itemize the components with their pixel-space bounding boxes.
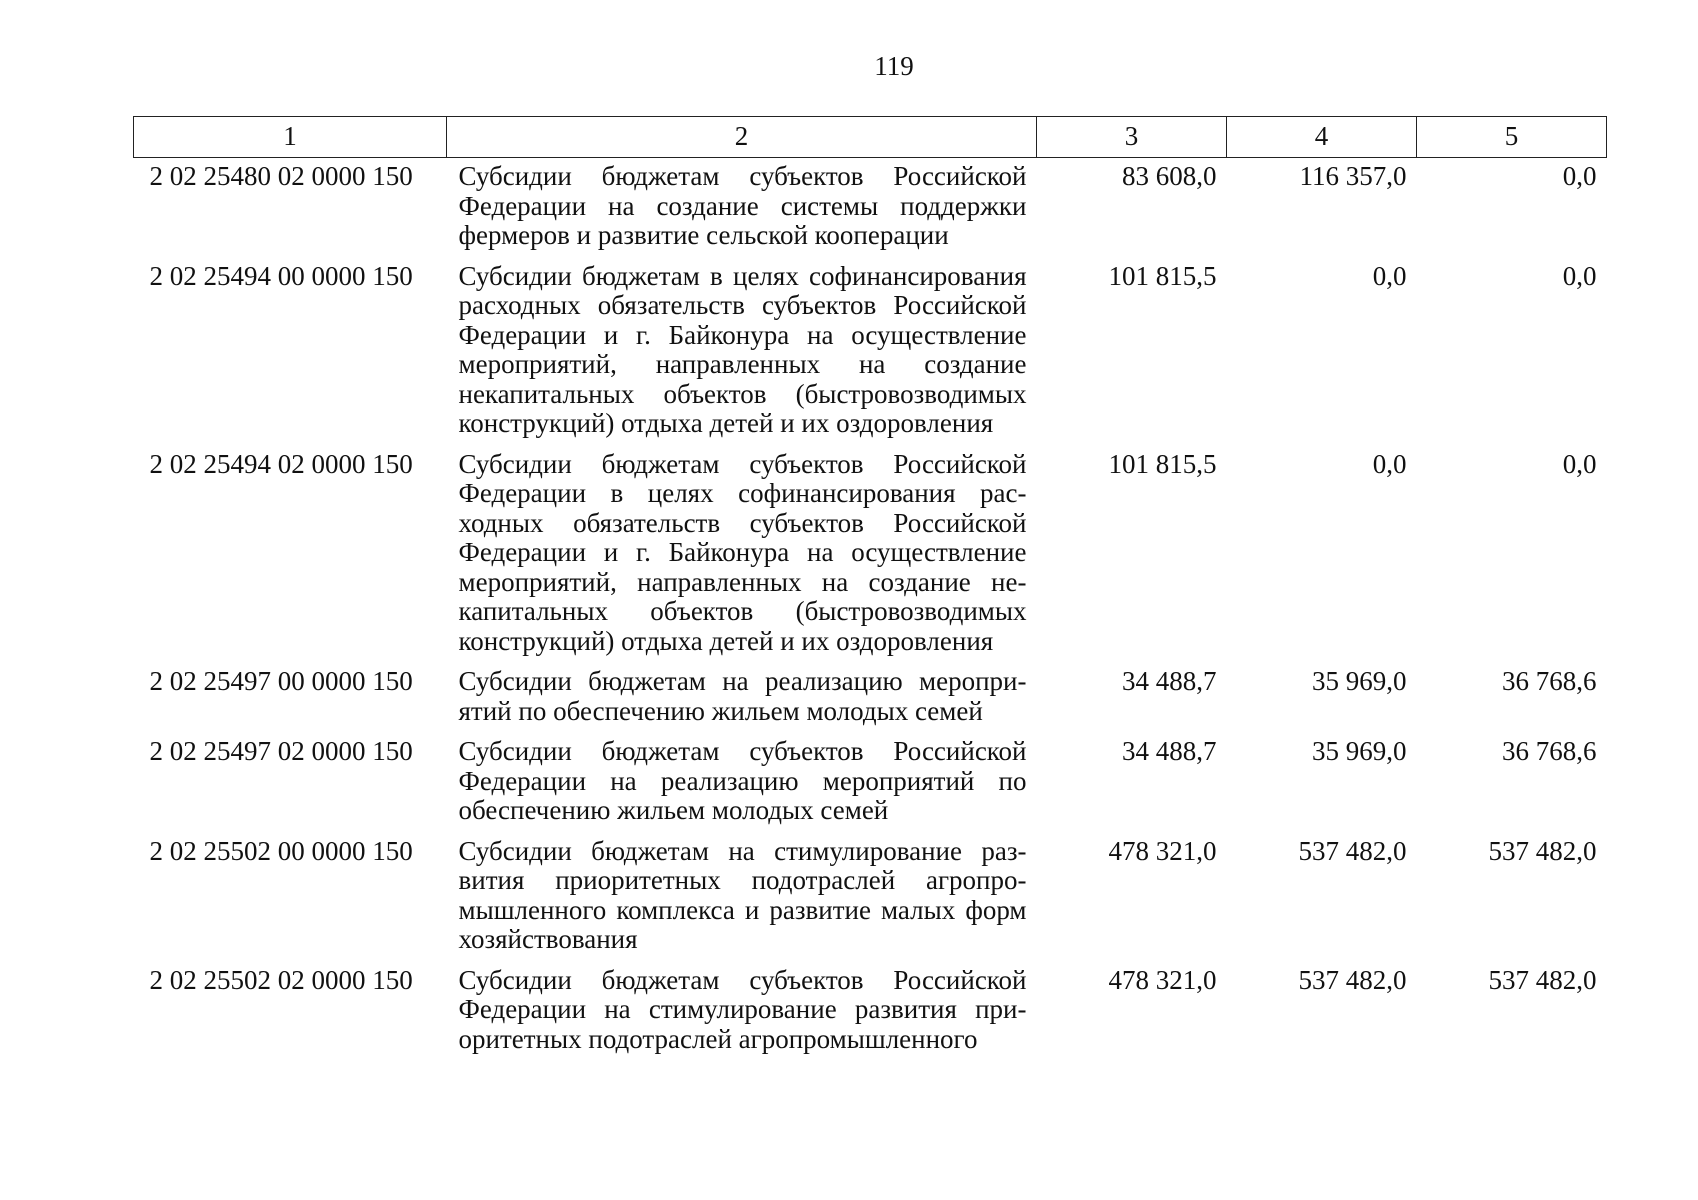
row-description: Субсидии бюджетам субъектов Российской Федерации на создание системы поддержки фермеров и развитие сельской кооперации bbox=[458, 161, 1027, 250]
table-row bbox=[134, 443, 1607, 661]
row-description: Субсидии бюджетам на реализацию мероприятий по обеспечению жильем молодых семей bbox=[458, 666, 1027, 726]
table-row bbox=[134, 158, 1607, 255]
row-code: 2 02 25502 00 0000 150 bbox=[149, 835, 413, 866]
row-value-col-3: 101 815,5 bbox=[1108, 260, 1217, 291]
row-code: 2 02 25497 02 0000 150 bbox=[149, 736, 413, 766]
row-description: Субсидии бюджетам субъектов Российской Федерации на реализацию мероприятий по обеспечению жильем молодых семей bbox=[458, 736, 1027, 825]
header-col-5: 5 bbox=[1417, 117, 1607, 158]
row-value-col-5: 537 482,0 bbox=[1488, 835, 1597, 866]
row-description: Субсидии бюджетам в целях софинансирования расходных обязательств субъектов Российской Федерации и г. Байконура на осуществление мероприятий, направленных на создание некапитальных объектов (быстровозводимых конструкций) отдыха детей и их оздоровления bbox=[458, 260, 1027, 438]
row-value-col-3: 34 488,7 bbox=[1122, 666, 1217, 696]
row-value-col-4: 116 357,0 bbox=[1299, 161, 1407, 191]
table-row bbox=[134, 959, 1607, 1059]
row-value-col-5: 0,0 bbox=[1562, 448, 1597, 479]
table-row bbox=[134, 730, 1607, 830]
row-value-col-5: 537 482,0 bbox=[1488, 964, 1597, 995]
row-value-col-5: 0,0 bbox=[1562, 161, 1597, 191]
row-value-col-4: 0,0 bbox=[1372, 260, 1407, 291]
row-value-col-4: 0,0 bbox=[1372, 448, 1407, 479]
table-row bbox=[134, 830, 1607, 959]
budget-table bbox=[133, 116, 1607, 1058]
header-col-3: 3 bbox=[1037, 117, 1227, 158]
row-value-col-4: 537 482,0 bbox=[1298, 835, 1407, 866]
row-value-col-3: 478 321,0 bbox=[1108, 835, 1217, 866]
page-number: 119 bbox=[874, 51, 914, 81]
row-value-col-4: 537 482,0 bbox=[1298, 964, 1407, 995]
row-code: 2 02 25502 02 0000 150 bbox=[149, 964, 413, 995]
table-body bbox=[134, 158, 1607, 1059]
row-code: 2 02 25480 02 0000 150 bbox=[149, 161, 413, 191]
row-code: 2 02 25494 02 0000 150 bbox=[149, 448, 413, 479]
row-value-col-3: 478 321,0 bbox=[1108, 964, 1217, 995]
row-value-col-5: 36 768,6 bbox=[1502, 666, 1597, 696]
row-value-col-4: 35 969,0 bbox=[1312, 666, 1407, 696]
table-header bbox=[134, 117, 1607, 158]
row-value-col-3: 101 815,5 bbox=[1108, 448, 1217, 479]
row-code: 2 02 25497 00 0000 150 bbox=[149, 666, 413, 696]
row-value-col-3: 34 488,7 bbox=[1122, 736, 1217, 766]
row-value-col-5: 0,0 bbox=[1562, 260, 1597, 291]
table-row bbox=[134, 660, 1607, 730]
row-value-col-3: 83 608,0 bbox=[1122, 161, 1217, 191]
row-description: Субсидии бюджетам субъектов Российской Федерации в целях софинансирования расходных обязательств субъектов Российской Федерации и г. Байконура на осуществление мероприятий, направленных на создание некапитальных объектов (быстровозводимых конструкций) отдыха детей и их оздоровления bbox=[458, 448, 1027, 656]
row-value-col-4: 35 969,0 bbox=[1312, 736, 1407, 766]
header-row bbox=[134, 117, 1607, 158]
row-description: Субсидии бюджетам на стимулирование развития приоритетных подотраслей агропромышленного комплекса и развитие малых форм хозяйствования bbox=[458, 835, 1027, 954]
table-row bbox=[134, 255, 1607, 443]
row-description: Субсидии бюджетам субъектов Российской Федерации на стимулирование развития приоритетных подотраслей агропромышленного bbox=[458, 964, 1027, 1054]
header-col-4: 4 bbox=[1227, 117, 1417, 158]
header-col-2: 2 bbox=[447, 117, 1037, 158]
row-value-col-5: 36 768,6 bbox=[1502, 736, 1597, 766]
header-col-1: 1 bbox=[134, 117, 447, 158]
row-code: 2 02 25494 00 0000 150 bbox=[149, 260, 413, 291]
